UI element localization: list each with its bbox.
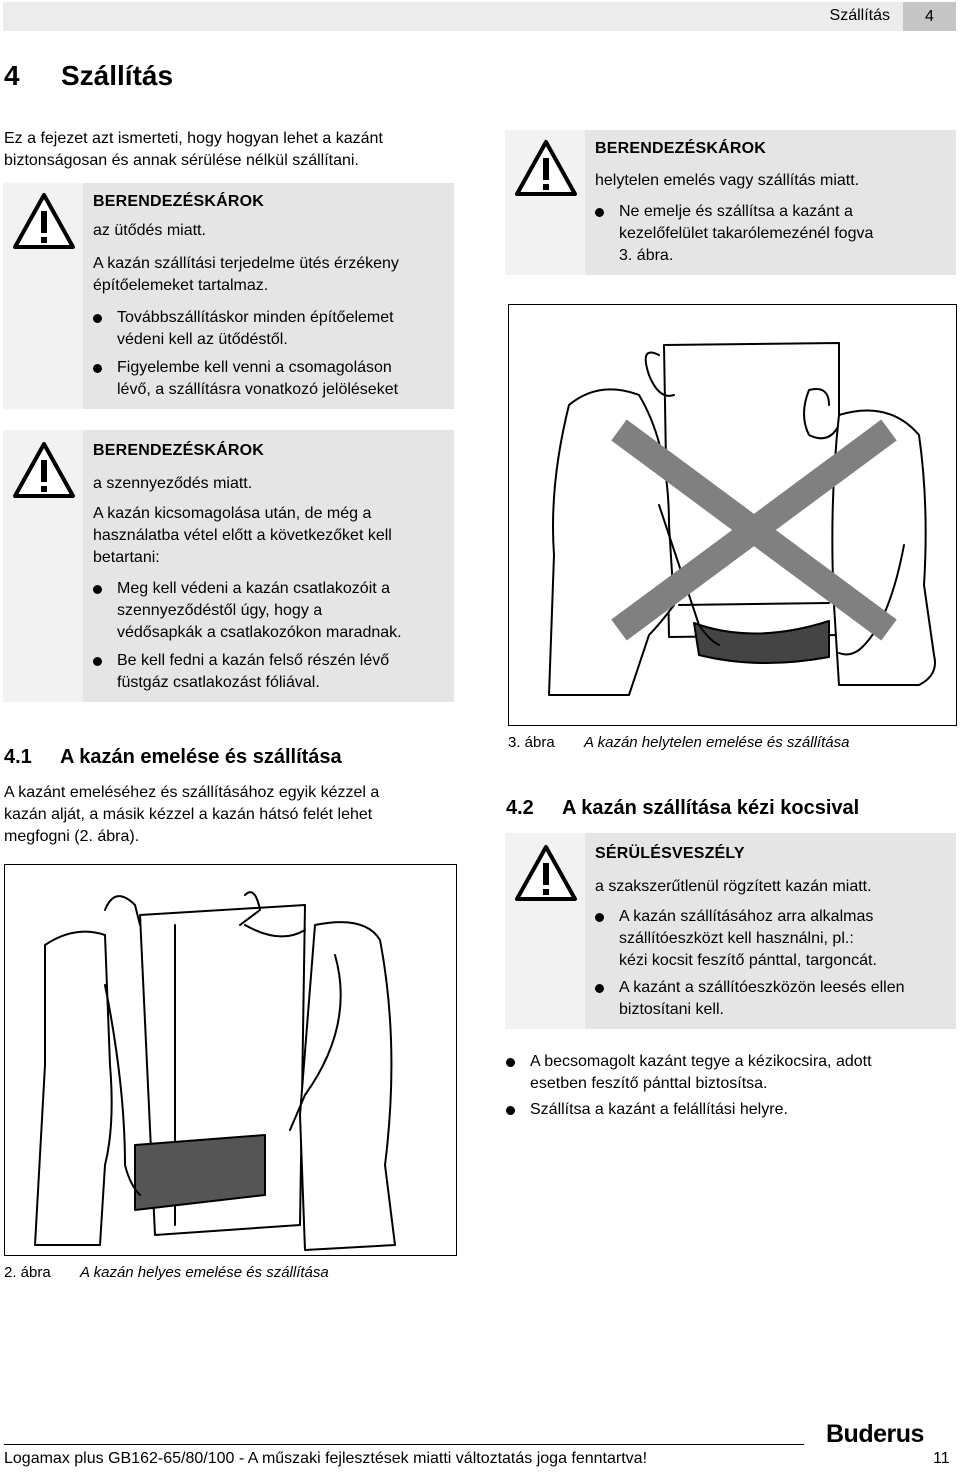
warning-box-injury: SÉRÜLÉSVESZÉLY a szakszerűtlenül rögzített kazán miatt. A kazán szállításához arra alkalmas szállítóeszközt kell használni, pl.: kézi kocsit feszítő pánttal, targoncát. A kazánt a szállítóeszközön leesés ellen biztosítani kell. [505, 833, 956, 1029]
warning-box-impact: BERENDEZÉSKÁROK az ütődés miatt. A kazán szállítási terjedelme ütés érzékeny építőelemeket tartalmaz. Továbbszállításkor minden építőelemet védeni kell az ütődéstől. Figyelembe kell venni a csomagoláson lévő, a szállításra vonatkozó jelöléseket [3, 183, 454, 409]
warning-title: SÉRÜLÉSVESZÉLY [595, 845, 745, 862]
warning-box-dirt: BERENDEZÉSKÁROK a szennyeződés miatt. A kazán kicsomagolása után, de még a használatba vétel előtt a következőket kell betartani: Meg kell védeni a kazán csatlakozóit a szennyeződéstől úgy, hogy a védősapkák a csatlakozókon maradnak. Be kell fedni a kazán felső részén lévő füstgáz csatlakozást fóliával. [3, 430, 454, 702]
buderus-logo: Buderus [826, 1420, 924, 1448]
warning-title: BERENDEZÉSKÁROK [93, 442, 265, 459]
section-heading-4-2: 4.2 A kazán szállítása kézi kocsival [506, 797, 860, 819]
warning-triangle-icon [11, 191, 77, 253]
warning-subtitle: a szennyeződés miatt. [93, 475, 253, 492]
warning-title: BERENDEZÉSKÁROK [595, 140, 767, 157]
header-title: Szállítás [829, 7, 890, 24]
chapter-number: 4 [4, 60, 20, 91]
figure-3-caption: 3. ábra A kazán helytelen emelése és szállítása [508, 734, 850, 751]
section-4-1-paragraph: A kazánt emeléséhez és szállításához egyik kézzel a kazán alját, a másik kézzel a kazán hátsó felét lehet megfogni (2. ábra). [4, 784, 380, 845]
figure-correct-lifting [4, 864, 457, 1256]
chapter-title: Szállítás [61, 60, 174, 91]
page-number: 11 [933, 1450, 950, 1467]
page-header-bar [3, 2, 956, 31]
warning-title: BERENDEZÉSKÁROK [93, 193, 265, 210]
footer-text: Logamax plus GB162-65/80/100 - A műszaki fejlesztések miatti változtatás joga fenntartva! [4, 1450, 648, 1467]
warning-triangle-icon [513, 843, 579, 905]
header-chapter-number: 4 [903, 2, 956, 31]
intro-paragraph: Ez a fejezet azt ismerteti, hogy hogyan lehet a kazánt biztonságosan és annak sérülése nélkül szállítani. [4, 130, 383, 169]
warning-subtitle: az ütődés miatt. [93, 222, 206, 239]
figure-number: 3. ábra [508, 734, 555, 751]
chapter-heading [4, 60, 173, 92]
warning-triangle-icon [513, 138, 579, 200]
footer-divider [4, 1444, 804, 1445]
section-heading-4-1: 4.1 A kazán emelése és szállítása [4, 746, 342, 768]
illustration-correct-lifting [5, 865, 456, 1255]
figure-incorrect-lifting [508, 304, 957, 726]
figure-number: 2. ábra [4, 1264, 51, 1281]
figure-2-caption: 2. ábra A kazán helyes emelése és szállítása [4, 1264, 329, 1281]
warning-subtitle: a szakszerűtlenül rögzített kazán miatt. [595, 878, 872, 895]
illustration-incorrect-lifting [509, 305, 956, 725]
warning-triangle-icon [11, 440, 77, 502]
warning-box-lifting: BERENDEZÉSKÁROK helytelen emelés vagy szállítás miatt. Ne emelje és szállítsa a kazánt a kezelőfelület takarólemezénél fogva 3. ábra. [505, 130, 956, 275]
warning-subtitle: helytelen emelés vagy szállítás miatt. [595, 172, 860, 189]
